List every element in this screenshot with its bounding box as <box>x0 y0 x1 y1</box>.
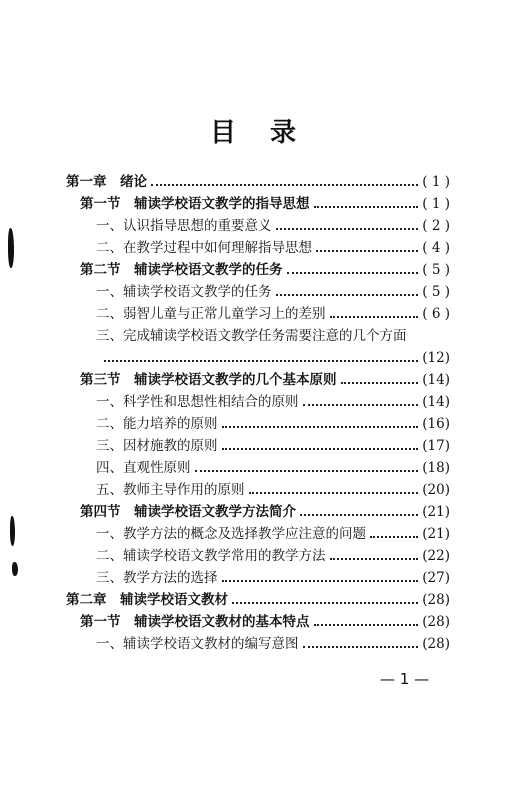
toc-leader-dots <box>249 492 419 494</box>
toc-leader-dots <box>303 404 419 406</box>
toc-page-number: (16) <box>422 416 450 432</box>
toc-section-row <box>80 194 450 214</box>
scan-mark <box>8 228 14 268</box>
page-number: — 1 — <box>380 670 430 688</box>
toc-page-number: (28) <box>422 592 450 608</box>
toc-page-number: (21) <box>422 526 450 542</box>
toc-chapter-row <box>66 172 450 192</box>
title-char-1: 目 <box>209 118 236 148</box>
toc-leader-dots <box>151 184 418 186</box>
toc-entry-label: 二、辅读学校语文教学常用的教学方法 <box>96 548 326 564</box>
toc-entry-label: 第一章 绪论 <box>66 174 147 190</box>
toc-leader-dots <box>287 272 419 274</box>
toc-chapter-row <box>66 590 450 610</box>
toc-leader-dots <box>330 558 419 560</box>
toc-item-row <box>96 436 450 456</box>
toc-page-number: (14) <box>422 394 450 410</box>
toc-page-number: (27) <box>422 570 450 586</box>
toc-page-number: ( 5 ) <box>422 284 450 300</box>
toc-section-row <box>80 502 450 522</box>
toc-leader-dots <box>195 470 419 472</box>
toc-entry-label: 第一节 辅读学校语文教学的指导思想 <box>80 196 310 212</box>
toc-entry-label: 一、辅读学校语文教材的编写意图 <box>96 636 299 652</box>
toc-entry-label: 二、在教学过程中如何理解指导思想 <box>96 240 312 256</box>
toc-entry-label: 第三节 辅读学校语文教学的几个基本原则 <box>80 372 337 388</box>
toc-section-row <box>80 260 450 280</box>
toc-leader-dots <box>276 228 419 230</box>
toc-page-number: ( 2 ) <box>422 218 450 234</box>
toc-page-number: (22) <box>422 548 450 564</box>
toc-leader-dots <box>303 646 419 648</box>
toc-entry-label: 三、因材施教的原则 <box>96 438 218 454</box>
toc-entry-label: 二、能力培养的原则 <box>96 416 218 432</box>
toc-entry-label: 一、科学性和思想性相结合的原则 <box>96 394 299 410</box>
toc-leader-dots <box>314 206 419 208</box>
toc-leader-dots <box>330 316 419 318</box>
toc-page-number: ( 1 ) <box>422 196 450 212</box>
toc-item-row <box>100 348 450 368</box>
toc-item-row <box>96 546 450 566</box>
toc-leader-dots <box>316 250 418 252</box>
scan-mark <box>10 516 15 546</box>
toc-item-row <box>96 238 450 258</box>
toc-page-number: (21) <box>422 504 450 520</box>
toc-leader-dots <box>222 580 419 582</box>
scan-mark <box>12 562 18 576</box>
toc-item-row <box>96 458 450 478</box>
toc-leader-dots <box>104 360 418 362</box>
toc-item-row <box>96 392 450 412</box>
toc-item-row <box>96 568 450 588</box>
toc-page-number: (20) <box>422 482 450 498</box>
toc-entry-label: 一、辅读学校语文教学的任务 <box>96 284 272 300</box>
toc-item-row <box>96 524 450 544</box>
toc-entry-label: 三、教学方法的选择 <box>96 570 218 586</box>
toc-item-row <box>96 216 450 236</box>
toc-page-number: (17) <box>422 438 450 454</box>
toc-entry-label: 第四节 辅读学校语文教学方法简介 <box>80 504 296 520</box>
toc-item-row <box>96 414 450 434</box>
toc-entry-label: 第二节 辅读学校语文教学的任务 <box>80 262 283 278</box>
toc-entry-label: 第二章 辅读学校语文教材 <box>66 592 228 608</box>
toc-entry-label: 四、直观性原则 <box>96 460 191 476</box>
toc-page-number: (12) <box>422 350 450 366</box>
toc-entry-label: 第一节 辅读学校语文教材的基本特点 <box>80 614 310 630</box>
toc-item-row <box>96 326 450 346</box>
toc-entry-label: 一、教学方法的概念及选择教学应注意的问题 <box>96 526 366 542</box>
toc-leader-dots <box>314 624 419 626</box>
toc-entry-label: 一、认识指导思想的重要意义 <box>96 218 272 234</box>
toc-item-row <box>96 282 450 302</box>
toc-entry-label: 五、教师主导作用的原则 <box>96 482 245 498</box>
toc-entry-label: 三、完成辅读学校语文教学任务需要注意的几个方面 <box>96 328 407 344</box>
toc-item-row <box>96 304 450 324</box>
toc-item-row <box>96 634 450 654</box>
toc-leader-dots <box>341 382 419 384</box>
toc-item-row <box>96 480 450 500</box>
toc-page-number: ( 6 ) <box>422 306 450 322</box>
toc-page-number: ( 4 ) <box>422 240 450 256</box>
toc-leader-dots <box>222 426 419 428</box>
toc-leader-dots <box>370 536 418 538</box>
toc-page-number: (28) <box>422 636 450 652</box>
toc-leader-dots <box>222 448 419 450</box>
toc-page-number: ( 1 ) <box>422 174 450 190</box>
toc-page-number: ( 5 ) <box>422 262 450 278</box>
toc-page-number: (18) <box>422 460 450 476</box>
title-char-2: 录 <box>270 118 297 148</box>
toc-page-number: (28) <box>422 614 450 630</box>
toc-leader-dots <box>232 602 418 604</box>
toc-page-number: (14) <box>422 372 450 388</box>
toc-section-row <box>80 370 450 390</box>
toc-leader-dots <box>276 294 419 296</box>
toc-entry-label: 二、弱智儿童与正常儿童学习上的差别 <box>96 306 326 322</box>
toc-section-row <box>80 612 450 632</box>
toc-leader-dots <box>300 514 418 516</box>
page-title <box>0 112 506 149</box>
